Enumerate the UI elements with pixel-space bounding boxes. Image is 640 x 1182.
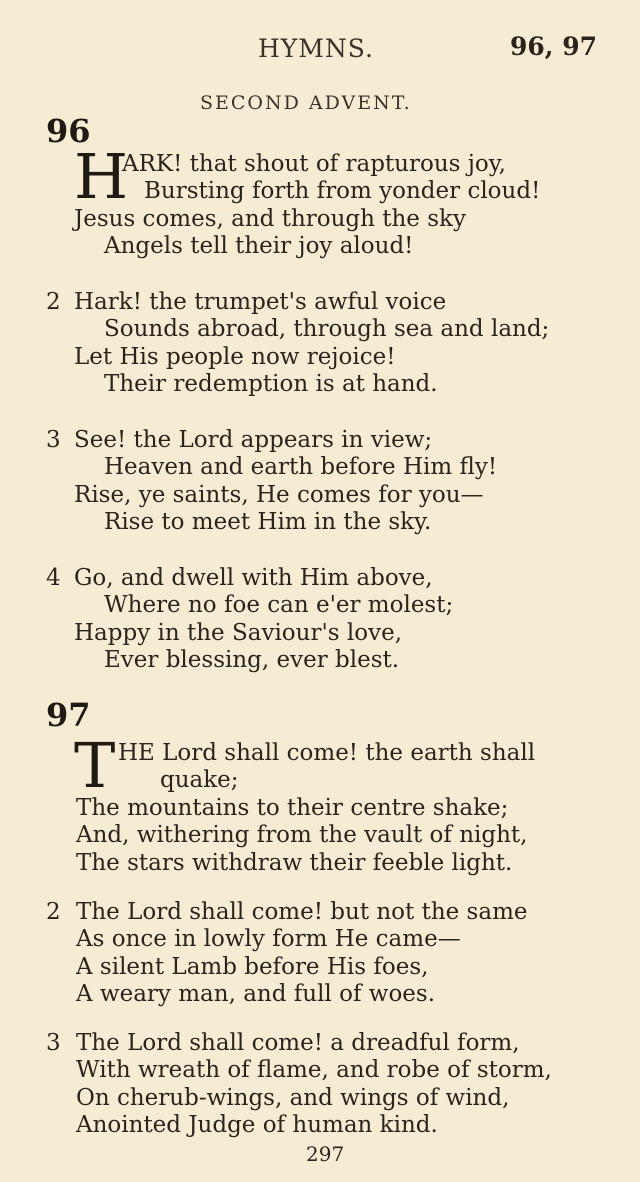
verse-number: 2	[46, 899, 61, 925]
verse-line: Rise, ye saints, He comes for you—	[74, 482, 484, 508]
verse-line: Where no foe can e'er molest;	[104, 592, 454, 618]
verse-line: A weary man, and full of woes.	[76, 981, 436, 1007]
verse-line: quake;	[160, 767, 239, 793]
section-heading: SECOND ADVENT.	[200, 92, 412, 114]
verse-line: Go, and dwell with Him above,	[74, 565, 433, 591]
verse-number: 4	[46, 565, 61, 591]
verse-line: See! the Lord appears in view;	[74, 427, 433, 453]
verse-line: Heaven and earth before Him fly!	[104, 454, 498, 480]
verse-line: The Lord shall come! but not the same	[76, 899, 528, 925]
verse-line: Rise to meet Him in the sky.	[104, 509, 432, 535]
page-number: 297	[306, 1142, 345, 1166]
verse-line: Anointed Judge of human kind.	[76, 1112, 438, 1138]
hymn-number-96: 96	[46, 112, 91, 150]
hymn-number-97: 97	[46, 696, 91, 734]
verse-line: Hark! the trumpet's awful voice	[74, 289, 447, 315]
verse-line: The mountains to their centre shake;	[76, 795, 509, 821]
verse-number: 2	[46, 289, 61, 315]
verse-line: Sounds abroad, through sea and land;	[104, 316, 550, 342]
verse-line: Bursting forth from yonder cloud!	[144, 178, 541, 204]
verse-line: The Lord shall come! a dreadful form,	[76, 1030, 520, 1056]
verse-line: A silent Lamb before His foes,	[76, 954, 429, 980]
running-head-hymn-numbers: 96, 97	[510, 32, 597, 61]
drop-cap: T	[74, 729, 116, 802]
verse-line: Happy in the Saviour's love,	[74, 620, 403, 646]
running-head-title: HYMNS.	[258, 34, 374, 63]
verse-line: As once in lowly form He came—	[76, 926, 461, 952]
verse-line: Angels tell their joy aloud!	[104, 233, 414, 259]
verse-line: With wreath of flame, and robe of storm,	[76, 1057, 552, 1083]
verse-number: 3	[46, 427, 61, 453]
verse-line: Jesus comes, and through the sky	[74, 206, 466, 232]
verse-line: Let His people now rejoice!	[74, 344, 396, 370]
verse-line: On cherub-wings, and wings of wind,	[76, 1085, 510, 1111]
verse-line: ARK! that shout of rapturous joy,	[122, 151, 506, 177]
verse-line: HE Lord shall come! the earth shall	[118, 740, 536, 766]
verse-line: And, withering from the vault of night,	[76, 822, 528, 848]
verse-line: Ever blessing, ever blest.	[104, 647, 400, 673]
verse-line: Their redemption is at hand.	[104, 371, 438, 397]
drop-cap: H	[74, 140, 129, 213]
verse-line: The stars withdraw their feeble light.	[76, 850, 513, 876]
verse-number: 3	[46, 1030, 61, 1056]
